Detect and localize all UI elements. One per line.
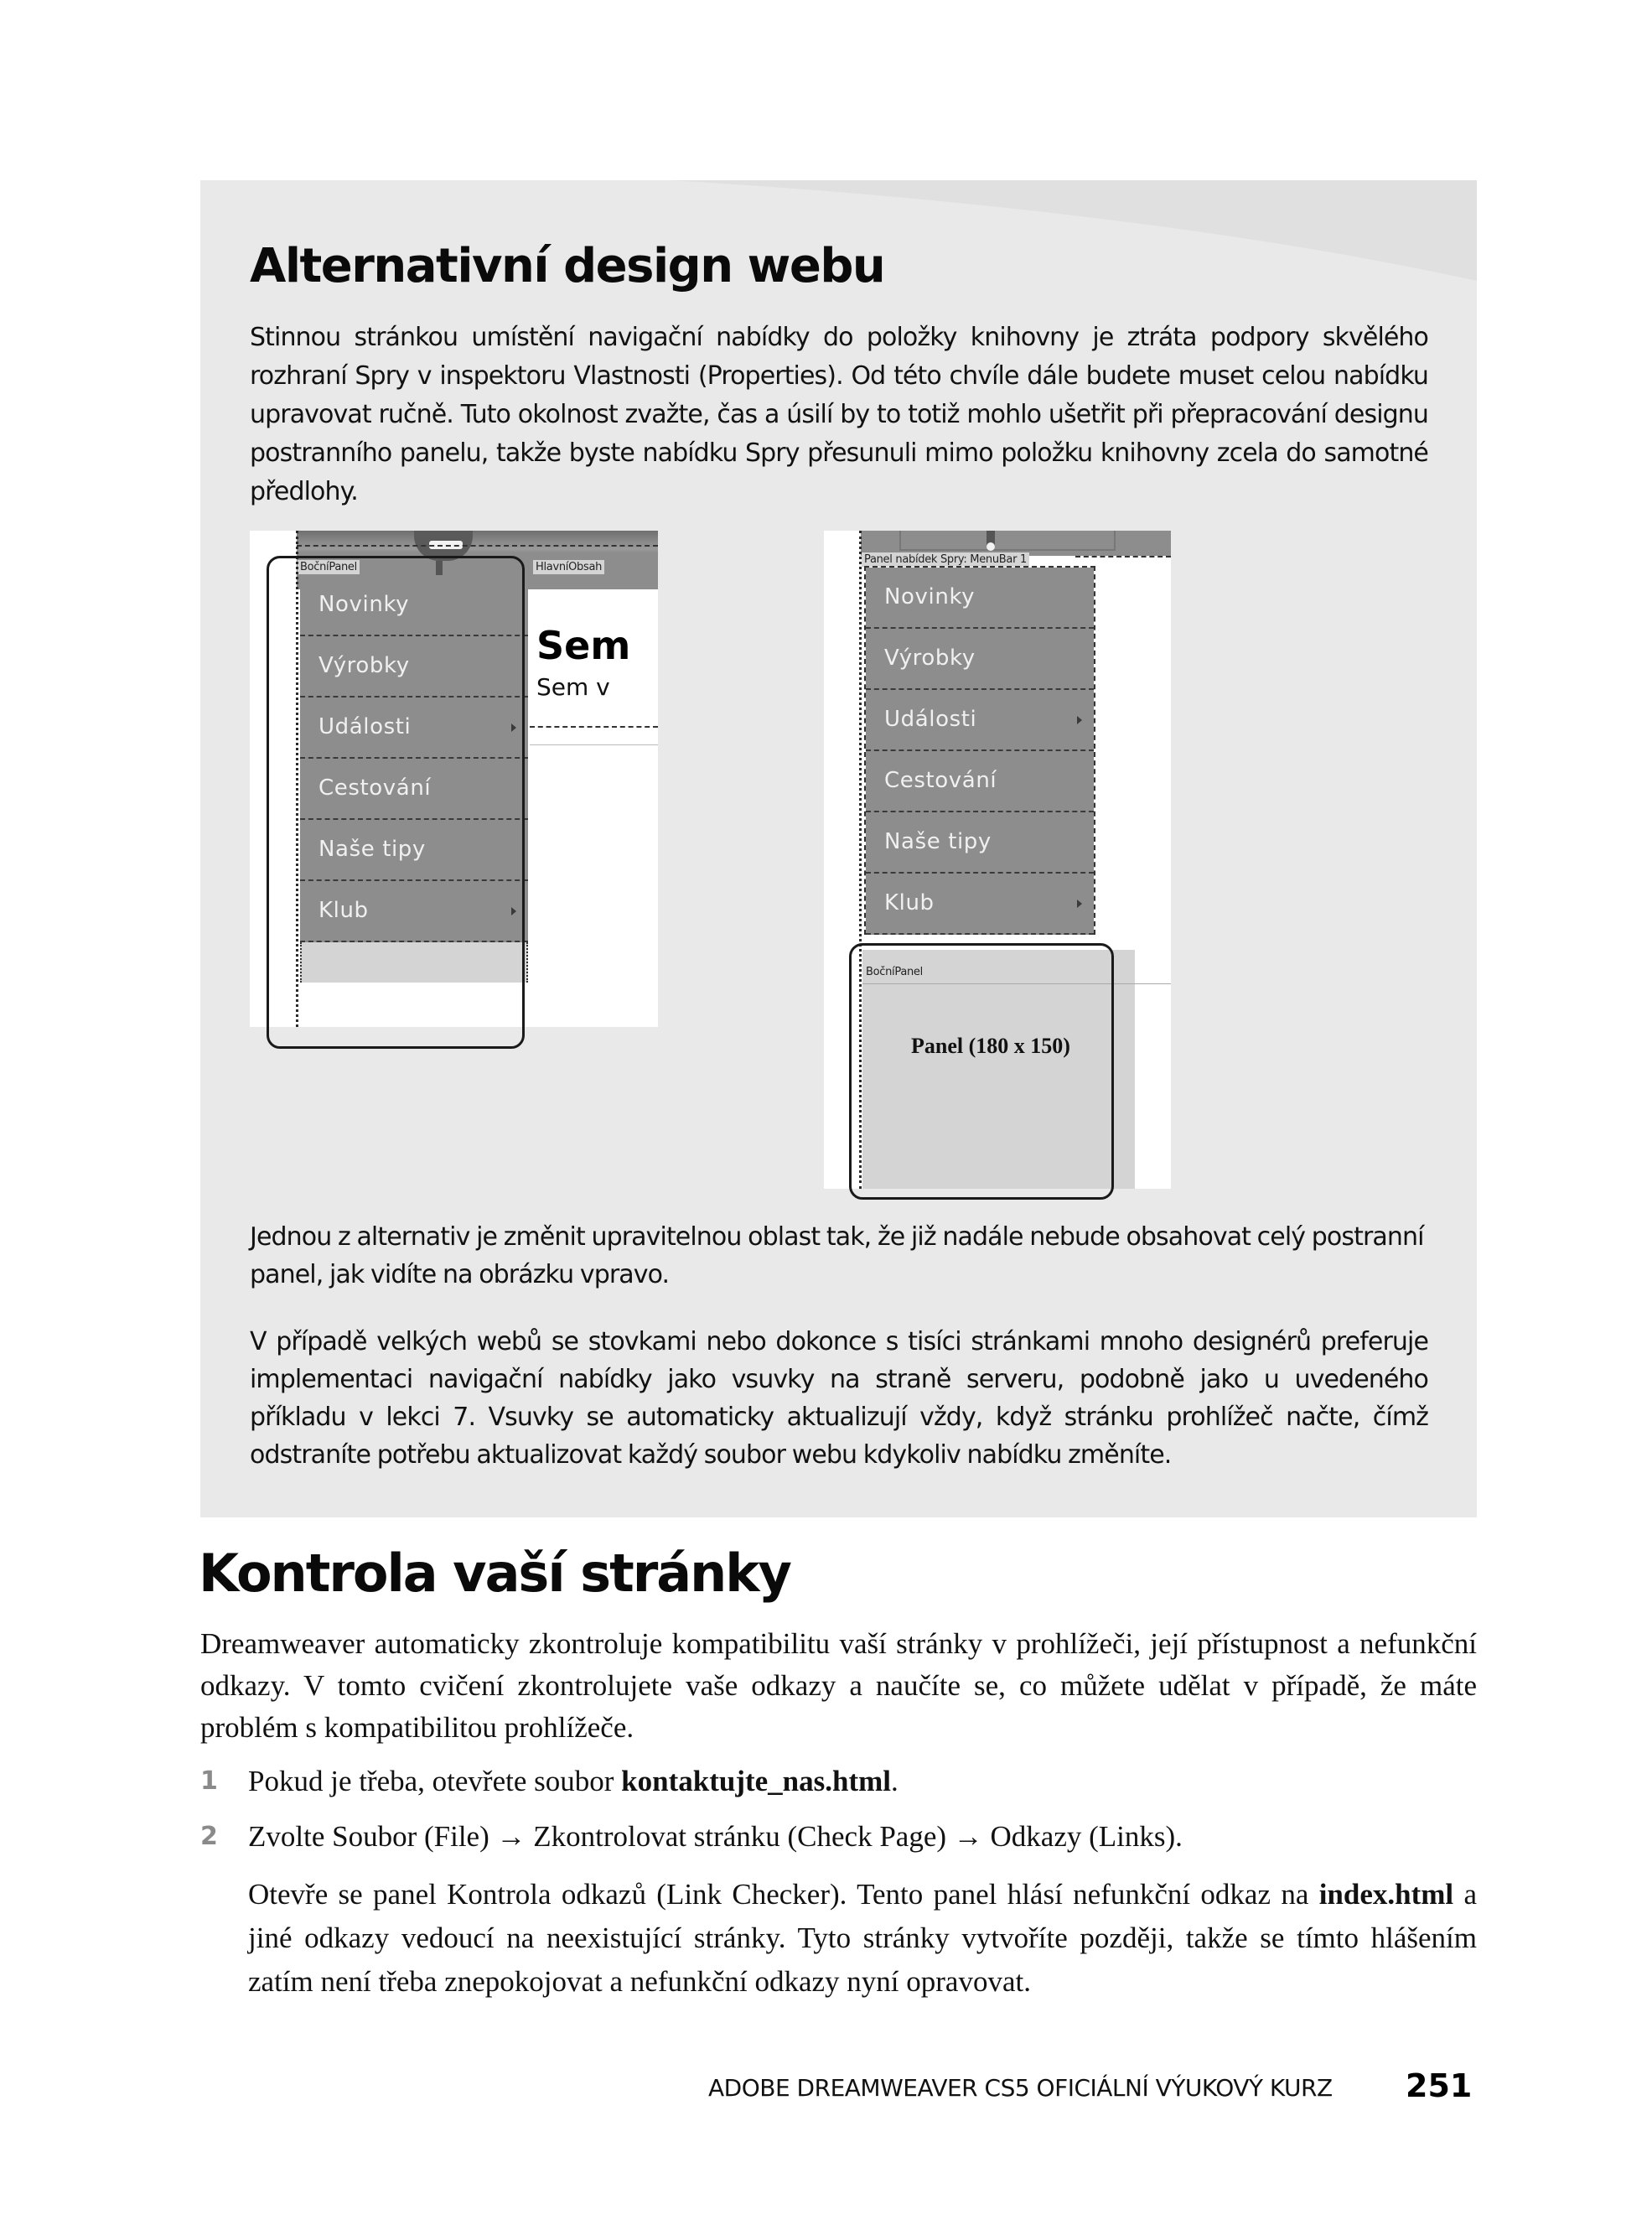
menu-item-udalosti[interactable]: Události [300, 698, 528, 759]
figure-caption: Jednou z alternativ je změnit upravitelnou oblast tak, že již nadále nebude obsahovat celý postranní panel, jak vidíte na obrázku vpravo. [250, 1222, 1424, 1289]
tag-main-content: HlavníObsah [533, 560, 604, 574]
figure-left-screenshot [250, 531, 658, 1027]
menu-item-udalosti[interactable]: Události [866, 690, 1094, 751]
submenu-arrow-icon [1077, 900, 1082, 908]
menu-item-klub[interactable]: Klub [300, 881, 528, 942]
file-name: kontaktujte_nas.html [621, 1765, 892, 1797]
highlight-callout [849, 943, 1114, 1200]
menu-item-cestovani[interactable]: Cestování [300, 759, 528, 820]
footer-book-title: ADOBE DREAMWEAVER CS5 OFICIÁLNÍ VÝUKOVÝ KURZ [708, 2074, 1333, 2102]
step-number: 1 [200, 1766, 218, 1796]
content-heading: Sem [536, 623, 631, 668]
content-divider-thin [530, 744, 658, 745]
menu-item-vyrobky[interactable]: Výrobky [866, 629, 1094, 690]
banner-bottom-dash [1075, 556, 1171, 558]
highlight-callout [267, 556, 525, 1049]
menu-item-cestovani[interactable]: Cestování [866, 751, 1094, 812]
sidebar-paragraph: Stinnou stránkou umístění navigační nabídky do položky knihovny je ztráta podpory skvělého rozhraní Spry v inspektoru Vlastnosti (Properties). Od této chvíle dále budete muset celou nabídku upravovat ručně. Tuto okolnost zvažte, čas a úsilí by to totiž mohlo ušetřit při přepracování designu postranního panelu, takže byste nabídku Spry přesunuli mimo položku knihovny zcela do samotné předlohy. [250, 323, 1428, 506]
submenu-arrow-icon [1077, 716, 1082, 724]
sidebar-paragraph: V případě velkých webů se stovkami nebo dokonce s tisíci stránkami mnoho designérů preferuje implementaci navigační nabídky jako vsuvky na straně serveru, podobně jako u uvedeného příkladu v lekci 7. Vsuvky se automaticky aktualizují vždy, když stránku prohlížeč načte, čímž odstraníte potřebu aktualizovat každý soubor webu kdykoliv nabídku změníte. [250, 1327, 1428, 1470]
menu-item-vyrobky[interactable]: Výrobky [300, 636, 528, 698]
step-text: Pokud je třeba, otevřete soubor kontaktujte_nas.html. [248, 1765, 899, 1797]
step-note: Otevře se panel Kontrola odkazů (Link Checker). Tento panel hlásí nefunkční odkaz na index.html a jiné odkazy vedoucí na neexistující stránky. Tyto stránky vytvoříte později, takže se tímto hlášením zatím není třeba znepokojovat a nefunkční odkazy nyní opravovat. [248, 1878, 1478, 1998]
page-number: 251 [1406, 2067, 1473, 2104]
content-text: Sem v [536, 673, 610, 701]
spry-menu-right [864, 566, 1095, 935]
figure-right-screenshot [824, 531, 1171, 1189]
tag-sidebar-panel: BočníPanel [298, 560, 360, 574]
tag-sidebar-panel: BočníPanel [863, 965, 925, 979]
sidebar-box [200, 180, 1477, 1517]
menu-item-klub[interactable]: Klub [866, 874, 1094, 935]
panel-placeholder-label: Panel (180 x 150) [911, 1034, 1070, 1058]
menu-item-nase-tipy[interactable]: Naše tipy [300, 820, 528, 881]
sidebar-title: Alternativní design webu [250, 239, 885, 293]
menu-item-novinky[interactable]: Novinky [300, 575, 528, 636]
step-number: 2 [200, 1822, 218, 1851]
file-name: index.html [1318, 1878, 1454, 1911]
section-title: Kontrola vaší stránky [199, 1543, 790, 1604]
section-intro: Dreamweaver automaticky zkontroluje kompatibilitu vaší stránky v prohlížeči, její přístupnost a nefunkční odkazy. V tomto cvičení zkontrolujete vaše odkazy a naučíte se, co můžete udělat v případě, že máte problém s kompatibilitou prohlížeče. [200, 1627, 1477, 1744]
menu-item-nase-tipy[interactable]: Naše tipy [866, 812, 1094, 874]
tag-menubar: Panel nabídek Spry: MenuBar 1 [862, 552, 1029, 567]
menu-item-novinky[interactable]: Novinky [866, 568, 1094, 629]
content-divider [530, 726, 658, 728]
step-text: Zvolte Soubor (File) → Zkontrolovat stránku (Check Page) → Odkazy (Links). [248, 1820, 1183, 1853]
